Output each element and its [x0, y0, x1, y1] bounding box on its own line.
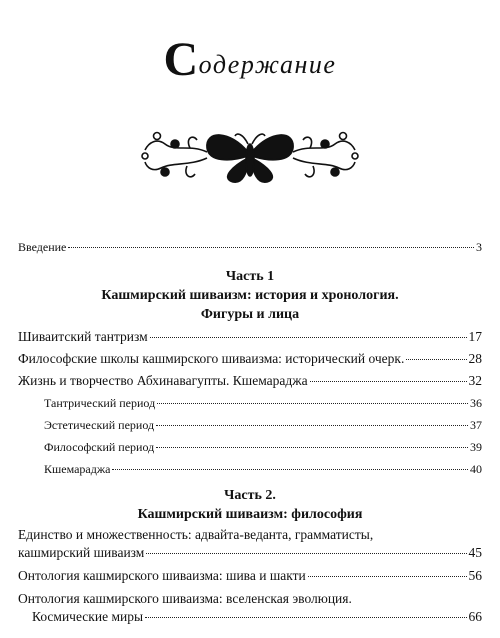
entry-label: Жизнь и творчество Абхинавагупты. Кшемараджа [18, 373, 308, 388]
toc-entry[interactable] [18, 348, 482, 370]
entry-page: 36 [470, 396, 482, 410]
entry-label: Кшемараджа [44, 462, 111, 476]
dot-leader [156, 425, 468, 426]
toc-subentry[interactable] [18, 414, 482, 436]
entry-page: 28 [468, 351, 482, 366]
part1-heading [18, 267, 482, 324]
toc-entry-intro[interactable] [18, 236, 482, 258]
dot-leader [156, 447, 468, 448]
part2-title: Кашмирский шиваизм: философия [137, 507, 363, 522]
dot-leader [308, 576, 467, 577]
toc-entry[interactable] [18, 370, 482, 392]
toc-subentry[interactable] [18, 436, 482, 458]
dot-leader [146, 553, 466, 554]
dot-leader [406, 359, 466, 360]
toc-entry[interactable] [18, 526, 482, 562]
entry-page: 66 [468, 609, 482, 624]
entry-page: 17 [468, 329, 482, 344]
entry-label-line1: Единство и множественность: адвайта-веданта, грамматисты, [18, 527, 374, 542]
entry-label: Тантрический период [44, 396, 156, 410]
entry-label-line1: Онтология кашмирского шиваизма: вселенская эволюция. [18, 591, 352, 606]
part1-number: Часть 1 [225, 269, 275, 284]
part1-entries [18, 326, 482, 480]
entry-page: 37 [470, 418, 482, 432]
entry-page: 56 [468, 568, 482, 583]
toc-entry[interactable] [18, 565, 482, 587]
toc-subentry[interactable] [18, 392, 482, 414]
entry-label: Эстетический период [44, 418, 155, 432]
entry-label: Введение [18, 240, 67, 254]
entry-page: 39 [470, 440, 482, 454]
title-rest: одержание [198, 50, 337, 79]
entry-page: 40 [470, 462, 482, 476]
page-title [0, 33, 500, 86]
toc-entry[interactable] [18, 590, 482, 626]
toc-intro [18, 236, 482, 258]
entry-label-line2: Космические миры [32, 609, 144, 624]
entry-label: Философские школы кашмирского шиваизма: исторический очерк. [18, 351, 405, 366]
entry-page: 32 [468, 373, 482, 388]
entry-label-line2: кашмирский шиваизм [18, 545, 145, 560]
dot-leader [145, 617, 466, 618]
dot-leader [68, 247, 474, 248]
dot-leader [157, 403, 468, 404]
toc-subentry[interactable] [18, 458, 482, 480]
entry-label: Философский период [44, 440, 155, 454]
entry-page: 3 [476, 240, 482, 254]
part1-title-line2: Фигуры и лица [200, 307, 300, 322]
floral-butterfly-ornament-icon [135, 122, 365, 192]
title-initial: С [163, 33, 199, 86]
entry-page: 45 [468, 545, 482, 560]
dot-leader [310, 381, 467, 382]
dot-leader [150, 337, 467, 338]
part2-entries [18, 526, 482, 626]
part1-title-line1: Кашмирский шиваизм: история и хронология. [101, 288, 399, 303]
part2-heading [18, 486, 482, 524]
dot-leader [112, 469, 468, 470]
part2-number: Часть 2. [224, 488, 276, 503]
entry-label: Шиваитский тантризм [18, 329, 148, 344]
entry-label: Онтология кашмирского шиваизма: шива и шакти [18, 568, 306, 583]
toc-entry[interactable] [18, 326, 482, 348]
